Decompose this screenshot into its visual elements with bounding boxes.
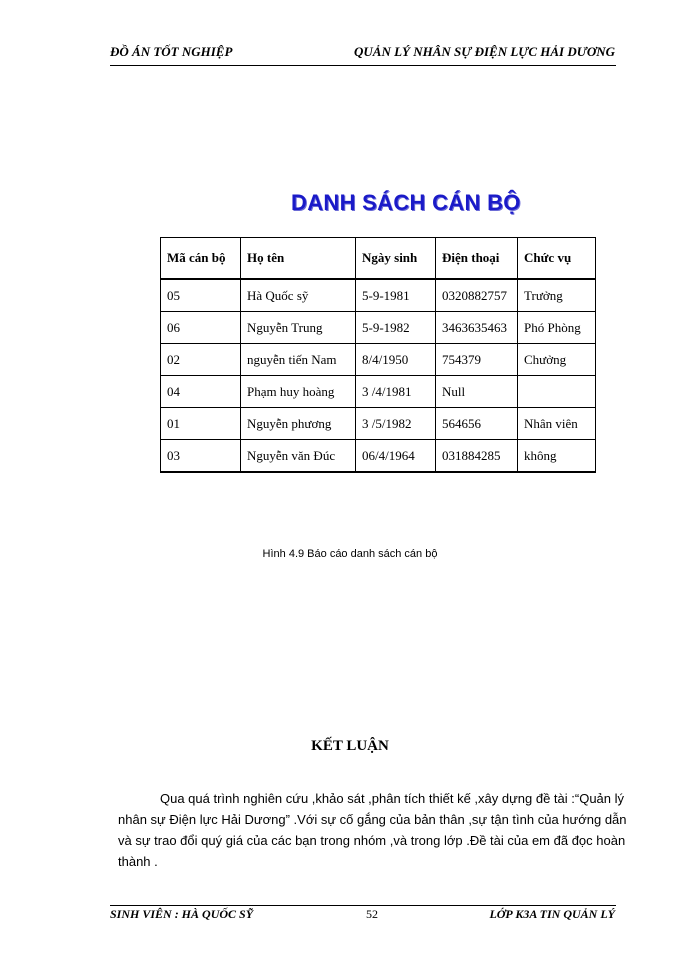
cell-name: Hà Quốc sỹ bbox=[241, 279, 356, 312]
cell-id: 02 bbox=[161, 344, 241, 376]
conclusion-heading: KẾT LUẬN bbox=[311, 738, 389, 754]
column-header-position: Chức vụ bbox=[518, 238, 596, 280]
cell-position: Chưởng bbox=[518, 344, 596, 376]
column-header-phone: Điện thoại bbox=[436, 238, 518, 280]
cell-birthdate: 8/4/1950 bbox=[356, 344, 436, 376]
cell-id: 05 bbox=[161, 279, 241, 312]
column-header-id: Mã cán bộ bbox=[161, 238, 241, 280]
cell-id: 06 bbox=[161, 312, 241, 344]
page-header bbox=[110, 44, 615, 66]
cell-id: 01 bbox=[161, 408, 241, 440]
page-footer bbox=[110, 907, 615, 927]
page-number: 52 bbox=[366, 907, 378, 921]
footer-divider bbox=[110, 905, 616, 906]
cell-position: Phó Phòng bbox=[518, 312, 596, 344]
table-row bbox=[161, 344, 596, 376]
column-header-birthdate: Ngày sinh bbox=[356, 238, 436, 280]
cell-phone: 3463635463 bbox=[436, 312, 518, 344]
header-left-text: ĐỒ ÁN TỐT NGHIỆP bbox=[110, 44, 233, 59]
cell-birthdate: 3 /5/1982 bbox=[356, 408, 436, 440]
cell-name: Phạm huy hoàng bbox=[241, 376, 356, 408]
staff-table bbox=[160, 237, 596, 473]
cell-phone: 031884285 bbox=[436, 440, 518, 473]
cell-position: không bbox=[518, 440, 596, 473]
header-divider bbox=[110, 65, 616, 66]
cell-birthdate: 5-9-1981 bbox=[356, 279, 436, 312]
cell-id: 04 bbox=[161, 376, 241, 408]
table-row bbox=[161, 279, 596, 312]
cell-birthdate: 06/4/1964 bbox=[356, 440, 436, 473]
cell-position: Trưởng bbox=[518, 279, 596, 312]
cell-id: 03 bbox=[161, 440, 241, 473]
footer-class: LỚP K3A TIN QUẢN LÝ bbox=[489, 907, 615, 921]
header-right-text: QUẢN LÝ NHÂN SỰ ĐIỆN LỰC HẢI DƯƠNG bbox=[354, 44, 615, 59]
cell-position bbox=[518, 376, 596, 408]
cell-name: Nguyễn văn Đúc bbox=[241, 440, 356, 473]
table-row bbox=[161, 376, 596, 408]
footer-student: SINH VIÊN : HÀ QUỐC SỸ bbox=[110, 907, 254, 921]
figure-caption: Hình 4.9 Báo cáo danh sách cán bộ bbox=[262, 548, 438, 560]
cell-name: nguyễn tiến Nam bbox=[241, 344, 356, 376]
table-row bbox=[161, 408, 596, 440]
cell-birthdate: 3 /4/1981 bbox=[356, 376, 436, 408]
cell-phone: Null bbox=[436, 376, 518, 408]
cell-birthdate: 5-9-1982 bbox=[356, 312, 436, 344]
table-header-row bbox=[161, 238, 596, 280]
cell-name: Nguyễn phương bbox=[241, 408, 356, 440]
column-header-name: Họ tên bbox=[241, 238, 356, 280]
table-row bbox=[161, 440, 596, 473]
report-title: DANH SÁCH CÁN BỘ bbox=[291, 190, 521, 215]
cell-phone: 754379 bbox=[436, 344, 518, 376]
cell-position: Nhân viên bbox=[518, 408, 596, 440]
cell-phone: 0320882757 bbox=[436, 279, 518, 312]
cell-name: Nguyễn Trung bbox=[241, 312, 356, 344]
cell-phone: 564656 bbox=[436, 408, 518, 440]
conclusion-paragraph: Qua quá trình nghiên cứu ,khảo sát ,phân tích thiết kế ,xây dựng đề tài :“Quản lý nhân sự Điện lực Hải Dương” .Với sự cố gắng của bản thân ,sự tận tình của hướng dẫn và sự trao đổi quý giá của các bạn trong nhóm ,và trong lớp .Đề tài của em đã đọc hoàn thành . bbox=[118, 791, 627, 869]
table-row bbox=[161, 312, 596, 344]
